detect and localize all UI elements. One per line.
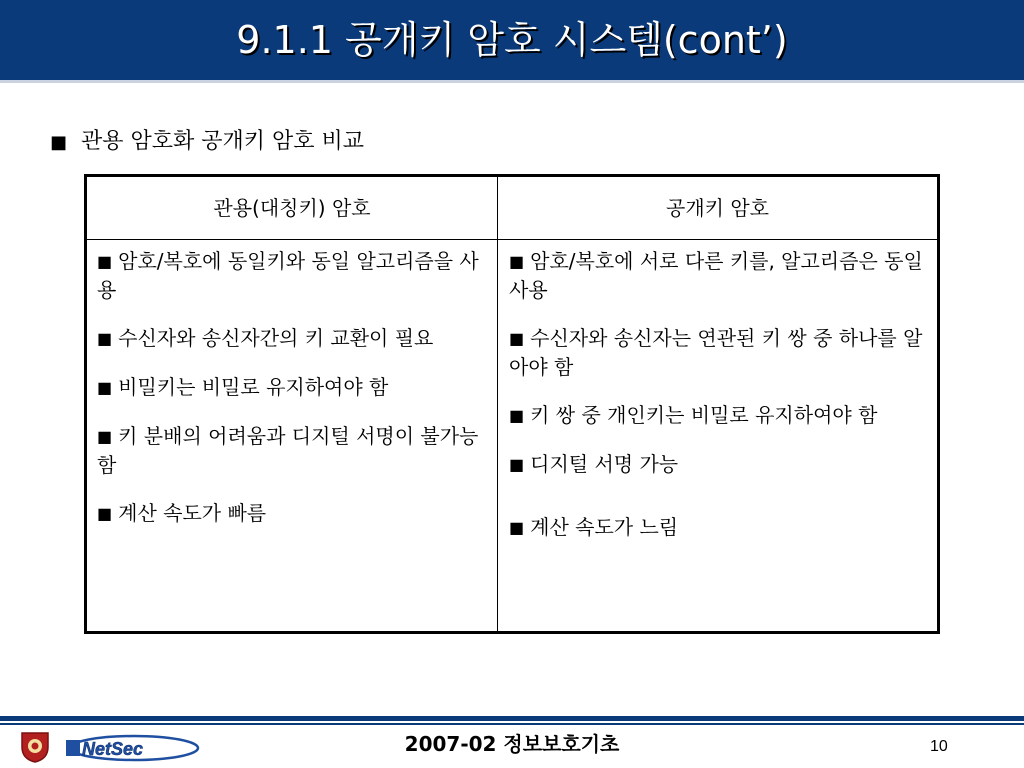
footer-course: 2007-02 정보보호기초 bbox=[404, 732, 620, 756]
square-bullet-icon: ■ bbox=[509, 252, 525, 271]
square-bullet-icon: ■ bbox=[97, 378, 113, 397]
svg-text:NetSec: NetSec bbox=[82, 739, 144, 759]
list-item: ■ 수신자와 송신자는 연관된 키 쌍 중 하나를 알아야 함 bbox=[509, 326, 923, 379]
table-header-row bbox=[87, 177, 937, 240]
square-bullet-icon: ■ bbox=[97, 329, 113, 348]
square-bullet-icon: ■ bbox=[509, 518, 525, 537]
slide-title: 9.1.1 공개키 암호 시스템(cont’) bbox=[236, 18, 788, 62]
column-divider bbox=[497, 177, 498, 631]
list-item: ■ 키 분배의 어려움과 디지털 서명이 불가능함 bbox=[97, 424, 479, 477]
list-item: ■ 수신자와 송신자간의 키 교환이 필요 bbox=[97, 326, 434, 350]
symmetric-column bbox=[97, 247, 487, 548]
square-bullet-icon: ■ bbox=[509, 329, 525, 348]
footer-line bbox=[0, 723, 1024, 725]
public-key-column bbox=[509, 247, 927, 562]
list-item: ■ 키 쌍 중 개인키는 비밀로 유지하여야 함 bbox=[509, 403, 878, 427]
comparison-table bbox=[84, 174, 940, 634]
header-public-key: 공개키 암호 bbox=[666, 196, 769, 220]
square-bullet-icon: ■ bbox=[509, 406, 525, 425]
list-item: ■ 암호/복호에 동일키와 동일 알고리즘을 사용 bbox=[97, 249, 479, 302]
footer-bar bbox=[0, 716, 1024, 721]
list-item: ■ 비밀키는 비밀로 유지하여야 함 bbox=[97, 375, 389, 399]
page-number: 10 bbox=[930, 738, 948, 755]
square-bullet-icon: ■ bbox=[50, 132, 68, 153]
title-underline bbox=[0, 80, 1024, 83]
square-bullet-icon: ■ bbox=[97, 252, 113, 271]
list-item: ■ 디지털 서명 가능 bbox=[509, 452, 679, 476]
list-item: ■ 계산 속도가 빠름 bbox=[97, 501, 267, 525]
section-heading-text: 관용 암호화 공개키 암호 비교 bbox=[81, 129, 365, 154]
section-heading bbox=[50, 124, 364, 155]
header-symmetric: 관용(대칭키) 암호 bbox=[213, 196, 371, 220]
square-bullet-icon: ■ bbox=[97, 427, 113, 446]
list-item: ■ 계산 속도가 느림 bbox=[509, 515, 679, 539]
square-bullet-icon: ■ bbox=[97, 504, 113, 523]
list-item: ■ 암호/복호에 서로 다른 키를, 알고리즘은 동일 사용 bbox=[509, 249, 923, 302]
square-bullet-icon: ■ bbox=[509, 455, 525, 474]
